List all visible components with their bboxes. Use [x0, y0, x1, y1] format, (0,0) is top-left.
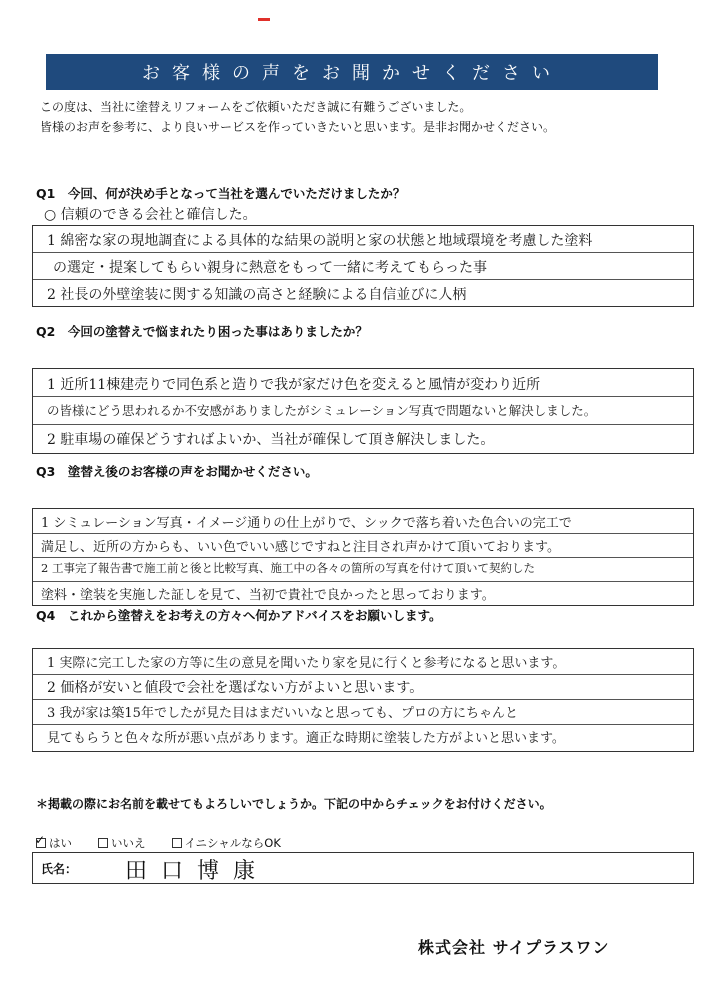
question-3: Q3 塗替え後のお客様の声をお聞かせください。 — [36, 464, 318, 479]
q2-answer-box — [32, 368, 694, 454]
q2-answer-3: 2 駐車場の確保どうすればよいか、当社が確保して頂き解決しました。 — [47, 432, 495, 448]
question-4: Q4 これから塗替えをお考えの方々へ何かアドバイスをお願いします。 — [36, 608, 442, 623]
question-1: Q1 今回、何が決め手となって当社を選んでいただけましたか？ — [36, 186, 406, 201]
q1-answer-1: ○ 信頼のできる会社と確信した。 — [44, 207, 257, 223]
q1-answer-box — [32, 225, 694, 307]
consent-option-label: イニシャルならOK — [184, 836, 281, 850]
q1-answer-4: 2 社長の外壁塗装に関する知識の高さと経験による自信並びに人柄 — [47, 287, 467, 303]
q3-answer-4: 塗料・塗装を実施した証しを見て、当初で貴社で良かったと思っております。 — [41, 588, 495, 603]
checkbox-checked-icon[interactable] — [36, 838, 46, 848]
q2-answer-1: 1 近所11棟建売りで同色系と造りで我が家だけ色を変えると風情が変わり近所 — [47, 377, 541, 393]
q3-answer-box — [32, 508, 694, 606]
question-2: Q2 今回の塗替えで悩まれたり困った事はありましたか？ — [36, 324, 368, 339]
answer-line — [33, 279, 693, 280]
answer-line — [33, 674, 693, 675]
consent-option-yes[interactable] — [36, 835, 72, 851]
consent-option-initials[interactable] — [172, 835, 281, 851]
q4-answer-4: 見てもらうと色々な所が悪い点があります。適正な時期に塗装した方がよいと思います。 — [47, 731, 565, 746]
q3-answer-1: 1 シミュレーション写真・イメージ通りの仕上がりで、シックで落ち着いた色合いの完工で — [41, 516, 572, 531]
answer-line — [33, 424, 693, 425]
q4-answer-2: 2 価格が安いと値段で会社を選ばない方がよいと思います。 — [47, 680, 424, 696]
page-title: お客様の声をお聞かせください — [46, 54, 658, 90]
q2-answer-2: の皆様にどう思われるか不安感がありましたがシミュレーション写真で問題ないと解決しました。 — [47, 403, 597, 418]
name-label: 氏名： — [41, 862, 78, 876]
intro-line-1: この度は、当社に塗替えリフォームをご依頼いただき誠に有難うございました。 — [40, 100, 472, 114]
answer-line — [33, 557, 693, 558]
consent-options — [36, 835, 281, 851]
answer-line — [33, 396, 693, 397]
answer-line — [33, 699, 693, 700]
answer-line — [33, 252, 693, 253]
consent-option-no[interactable] — [98, 835, 146, 851]
q3-answer-3: 2 工事完了報告書で施工前と後と比較写真、施工中の各々の箇所の写真を付けて頂いて契約した — [41, 561, 535, 575]
checkbox-icon[interactable] — [98, 838, 108, 848]
q1-answer-3: の選定・提案してもらい親身に熱意をもって一緒に考えてもらった事 — [53, 260, 487, 276]
publish-consent-notice: ＊掲載の際にお名前を載せてもよろしいでしょうか。下記の中からチェックをお付けください。 — [36, 797, 552, 811]
q1-answer-2: 1 綿密な家の現地調査による具体的な結果の説明と家の状態と地域環境を考慮した塗料 — [47, 233, 593, 249]
q4-answer-1: 1 実際に完工した家の方等に生の意見を聞いたり家を見に行くと参考になると思います。 — [47, 656, 566, 671]
consent-option-label: はい — [49, 836, 72, 850]
answer-line — [33, 533, 693, 534]
name-value: 田口博康 — [125, 859, 270, 884]
company-name: 株式会社 サイプラスワン — [418, 938, 610, 957]
consent-option-label: いいえ — [111, 836, 146, 850]
checkbox-icon[interactable] — [172, 838, 182, 848]
answer-line — [33, 581, 693, 582]
intro-line-2: 皆様のお声を参考に、より良いサービスを作っていきたいと思います。是非お聞かせください。 — [40, 120, 556, 134]
q3-answer-2: 満足し、近所の方からも、いい色でいい感じですねと注目され声かけて頂いております。 — [41, 540, 560, 555]
name-field — [32, 852, 694, 884]
q4-answer-3: 3 我が家は築15年でしたが見た目はまだいいなと思っても、プロの方にちゃんと — [47, 706, 518, 721]
q4-answer-box — [32, 648, 694, 752]
answer-line — [33, 724, 693, 725]
red-mark — [258, 18, 270, 21]
